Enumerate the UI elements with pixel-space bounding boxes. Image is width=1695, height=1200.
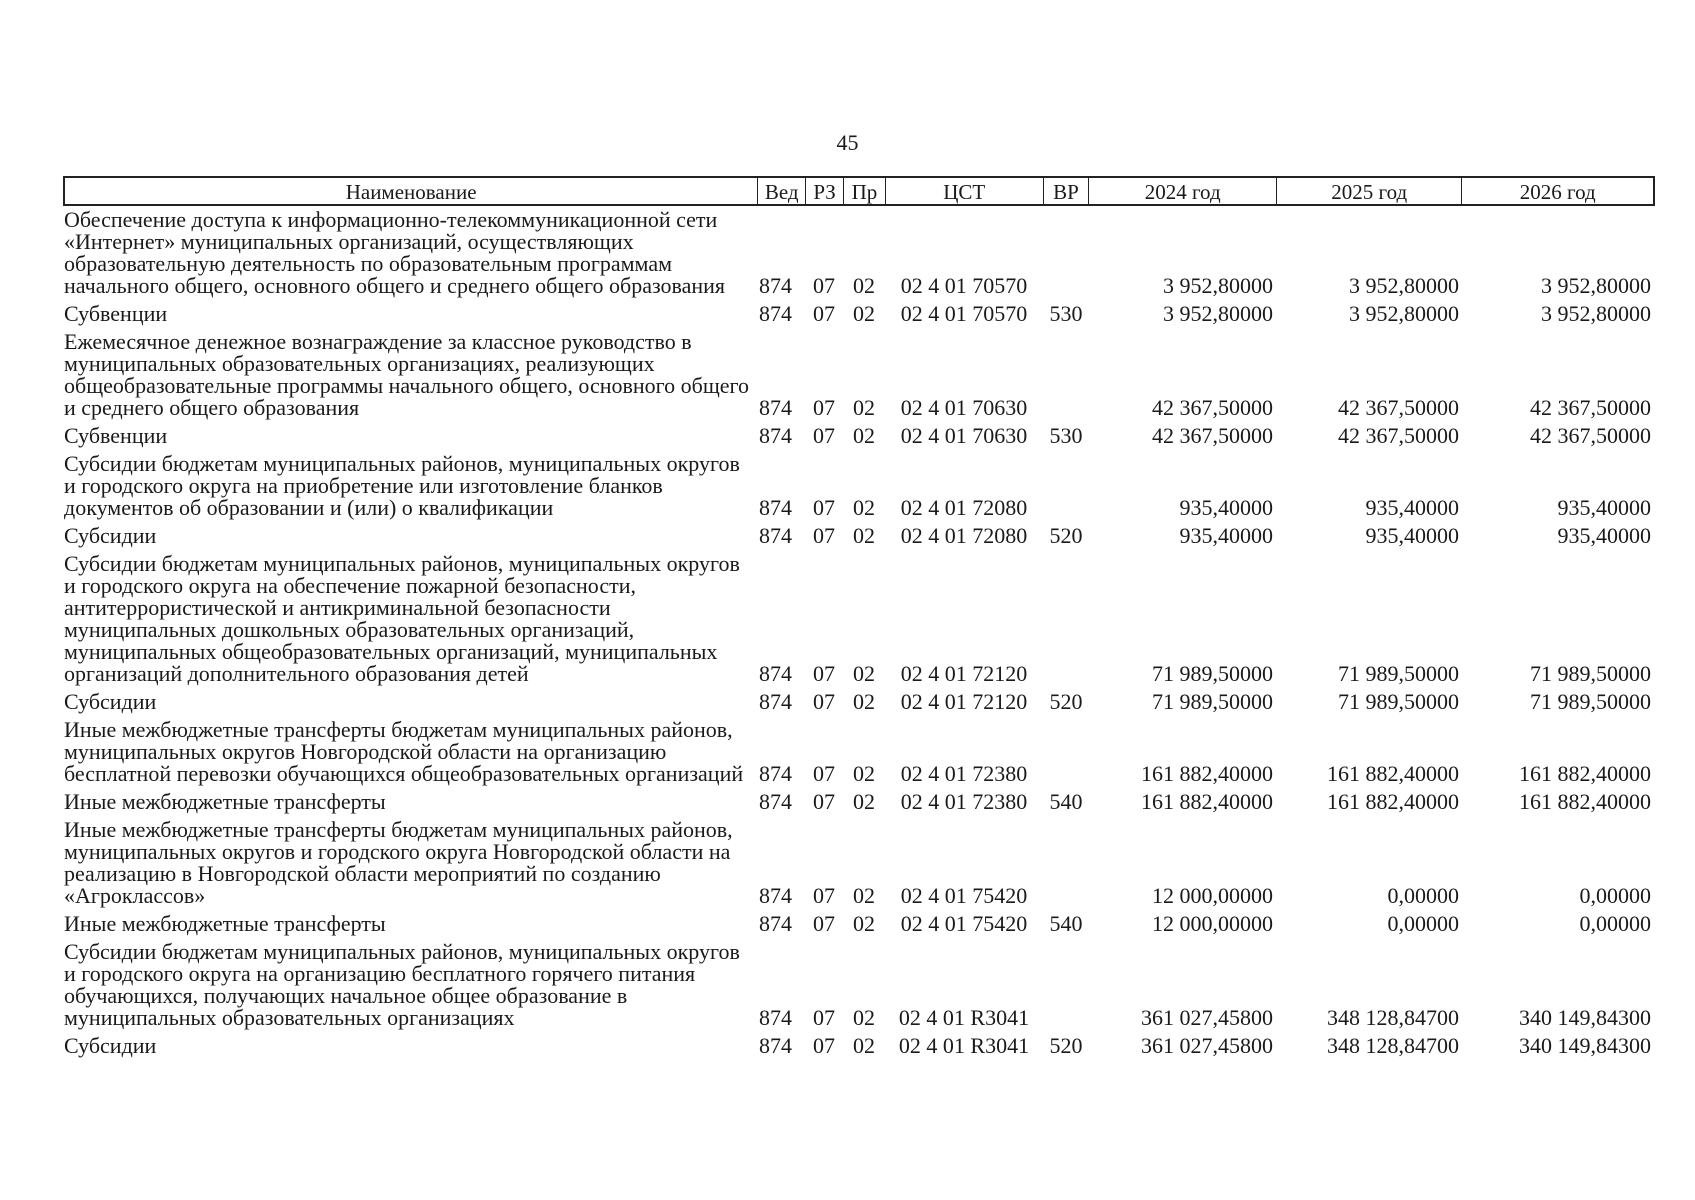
header-2024: 2024 год (1088, 178, 1276, 204)
row-ved: 874 (759, 523, 792, 548)
row-ved: 874 (759, 1033, 792, 1058)
row-2025: 0,00000 (1387, 911, 1459, 936)
row-name: Иные межбюджетные трансферты (64, 789, 386, 814)
row-cst: 02 4 01 R3041 (898, 1005, 1030, 1030)
row-rz: 07 (813, 883, 835, 908)
row-2024: 3 952,80000 (1163, 273, 1273, 298)
row-2025: 71 989,50000 (1338, 661, 1459, 686)
row-vr: 520 (1049, 523, 1083, 548)
row-vr: 540 (1049, 789, 1083, 814)
row-2026: 3 952,80000 (1541, 273, 1651, 298)
row-2026: 935,40000 (1557, 495, 1651, 520)
row-name: Субсидии бюджетам муниципальных районов, муниципальных округов и городского округа на приобретение или изготовление бланков документов об образовании и (или) о квалификации (64, 451, 740, 520)
row-vr: 530 (1049, 301, 1083, 326)
header-ved: Вед (757, 178, 805, 204)
row-2024: 42 367,50000 (1152, 423, 1273, 448)
row-2024: 71 989,50000 (1152, 661, 1273, 686)
row-2024: 12 000,00000 (1152, 911, 1273, 936)
row-2024: 935,40000 (1179, 495, 1273, 520)
row-2024: 12 000,00000 (1152, 883, 1273, 908)
row-cst: 02 4 01 70570 (900, 301, 1028, 326)
table-row (63, 453, 1655, 519)
table-row (63, 819, 1655, 907)
row-2024: 42 367,50000 (1152, 395, 1273, 420)
row-2026: 3 952,80000 (1541, 301, 1651, 326)
row-pr: 02 (853, 495, 875, 520)
row-ved: 874 (759, 273, 792, 298)
row-name: Субвенции (64, 423, 168, 448)
row-pr: 02 (853, 1005, 875, 1030)
row-cst: 02 4 01 70630 (900, 423, 1028, 448)
row-2025: 3 952,80000 (1349, 273, 1459, 298)
row-2026: 0,00000 (1579, 911, 1651, 936)
row-2024: 361 027,45800 (1141, 1033, 1273, 1058)
row-rz: 07 (813, 301, 835, 326)
row-rz: 07 (813, 495, 835, 520)
row-rz: 07 (813, 1033, 835, 1058)
row-name: Субвенции (64, 301, 168, 326)
table-row (63, 941, 1655, 1029)
row-ved: 874 (759, 301, 792, 326)
row-pr: 02 (853, 301, 875, 326)
row-rz: 07 (813, 911, 835, 936)
row-ved: 874 (759, 911, 792, 936)
row-2025: 348 128,84700 (1327, 1005, 1459, 1030)
row-pr: 02 (853, 789, 875, 814)
row-2026: 340 149,84300 (1519, 1033, 1651, 1058)
row-ved: 874 (759, 495, 792, 520)
row-pr: 02 (853, 661, 875, 686)
row-2024: 71 989,50000 (1152, 689, 1273, 714)
row-2025: 348 128,84700 (1327, 1033, 1459, 1058)
row-2025: 42 367,50000 (1338, 395, 1459, 420)
header-rz: РЗ (805, 178, 843, 204)
row-rz: 07 (813, 273, 835, 298)
row-2026: 42 367,50000 (1530, 423, 1651, 448)
row-2025: 42 367,50000 (1338, 423, 1459, 448)
row-rz: 07 (813, 689, 835, 714)
header-name: Наименование (345, 180, 477, 204)
header-2025: 2025 год (1276, 178, 1462, 204)
row-2024: 361 027,45800 (1141, 1005, 1273, 1030)
row-2026: 161 882,40000 (1519, 761, 1651, 786)
table-row (63, 691, 1655, 713)
row-name: Субсидии (64, 1033, 157, 1058)
row-cst: 02 4 01 R3041 (898, 1033, 1030, 1058)
table-row (63, 331, 1655, 419)
row-cst: 02 4 01 75420 (900, 911, 1028, 936)
row-2026: 161 882,40000 (1519, 789, 1651, 814)
row-2026: 340 149,84300 (1519, 1005, 1651, 1030)
row-pr: 02 (853, 761, 875, 786)
row-ved: 874 (759, 789, 792, 814)
row-rz: 07 (813, 1005, 835, 1030)
header-2026: 2026 год (1461, 178, 1653, 204)
row-pr: 02 (853, 423, 875, 448)
row-pr: 02 (853, 523, 875, 548)
table-row (63, 425, 1655, 447)
row-name: Ежемесячное денежное вознаграждение за классное руководство в муниципальных образовательных организациях, реализующих общеобразовательные программы начального общего, основного общего и среднего общего образования (64, 329, 750, 420)
row-ved: 874 (759, 761, 792, 786)
row-name: Субсидии (64, 689, 157, 714)
table-row (63, 719, 1655, 785)
row-2024: 161 882,40000 (1141, 789, 1273, 814)
row-2024: 161 882,40000 (1141, 761, 1273, 786)
row-cst: 02 4 01 72120 (900, 661, 1028, 686)
row-vr: 520 (1049, 1033, 1083, 1058)
row-cst: 02 4 01 70570 (900, 273, 1028, 298)
row-2025: 71 989,50000 (1338, 689, 1459, 714)
row-2024: 935,40000 (1179, 523, 1273, 548)
row-name: Иные межбюджетные трансферты бюджетам муниципальных районов, муниципальных округов Новгородской области на организацию бесплатной перевозки обучающихся общеобразовательных организаций (64, 717, 744, 786)
row-pr: 02 (853, 883, 875, 908)
row-vr: 530 (1049, 423, 1083, 448)
row-ved: 874 (759, 689, 792, 714)
row-name: Иные межбюджетные трансферты (64, 911, 386, 936)
row-rz: 07 (813, 789, 835, 814)
row-name: Субсидии бюджетам муниципальных районов, муниципальных округов и городского округа на организацию бесплатного горячего питания обучающихся, получающих начальное общее образование в муниципальных образовательных организациях (64, 939, 740, 1030)
row-2024: 3 952,80000 (1163, 301, 1273, 326)
row-cst: 02 4 01 70630 (900, 395, 1028, 420)
row-ved: 874 (759, 883, 792, 908)
row-name: Субсидии (64, 523, 157, 548)
table-row (63, 1035, 1655, 1057)
row-name: Иные межбюджетные трансферты бюджетам муниципальных районов, муниципальных округов и городского округа Новгородской области на реализацию в Новгородской области мероприятий по созданию «Агроклассов» (64, 817, 733, 908)
table-row (63, 791, 1655, 813)
row-rz: 07 (813, 523, 835, 548)
row-2025: 935,40000 (1365, 495, 1459, 520)
row-ved: 874 (759, 395, 792, 420)
row-cst: 02 4 01 72080 (900, 495, 1028, 520)
row-pr: 02 (853, 689, 875, 714)
header-cst: ЦСТ (885, 178, 1043, 204)
row-vr: 540 (1049, 911, 1083, 936)
row-pr: 02 (853, 911, 875, 936)
page-number: 45 (836, 130, 859, 155)
table-row (63, 525, 1655, 547)
row-2026: 935,40000 (1557, 523, 1651, 548)
row-cst: 02 4 01 72380 (900, 761, 1028, 786)
row-pr: 02 (853, 273, 875, 298)
row-name: Обеспечение доступа к информационно-телекоммуникационной сети «Интернет» муниципальных организаций, осуществляющих образовательную деятельность по образовательным программам начального общего, основного общего и среднего общего образования (64, 207, 726, 298)
table-row (63, 913, 1655, 935)
row-ved: 874 (759, 423, 792, 448)
row-2025: 935,40000 (1365, 523, 1459, 548)
row-rz: 07 (813, 761, 835, 786)
table-row (63, 553, 1655, 685)
row-2026: 71 989,50000 (1530, 689, 1651, 714)
row-name: Субсидии бюджетам муниципальных районов, муниципальных округов и городского округа на обеспечение пожарной безопасности, антитеррористической и антикриминальной безопасности муниципальных дошкольных образовательных организаций, муниципальных общеобразовательных организаций, муниципальных организаций дополнительного образования детей (64, 551, 740, 686)
row-rz: 07 (813, 661, 835, 686)
row-2025: 161 882,40000 (1327, 761, 1459, 786)
row-2025: 0,00000 (1387, 883, 1459, 908)
row-cst: 02 4 01 72380 (900, 789, 1028, 814)
row-pr: 02 (853, 395, 875, 420)
header-vr: ВР (1043, 178, 1089, 204)
row-pr: 02 (853, 1033, 875, 1058)
row-ved: 874 (759, 661, 792, 686)
row-cst: 02 4 01 75420 (900, 883, 1028, 908)
row-rz: 07 (813, 423, 835, 448)
budget-table (63, 176, 1655, 1063)
row-2025: 3 952,80000 (1349, 301, 1459, 326)
header-pr: Пр (843, 178, 885, 204)
row-2026: 71 989,50000 (1530, 661, 1651, 686)
row-ved: 874 (759, 1005, 792, 1030)
row-vr: 520 (1049, 689, 1083, 714)
table-row (63, 303, 1655, 325)
table-row (63, 209, 1655, 297)
row-2025: 161 882,40000 (1327, 789, 1459, 814)
row-cst: 02 4 01 72080 (900, 523, 1028, 548)
table-body (63, 209, 1655, 1057)
row-2026: 42 367,50000 (1530, 395, 1651, 420)
row-2026: 0,00000 (1579, 883, 1651, 908)
row-rz: 07 (813, 395, 835, 420)
table-header (63, 176, 1655, 206)
row-cst: 02 4 01 72120 (900, 689, 1028, 714)
